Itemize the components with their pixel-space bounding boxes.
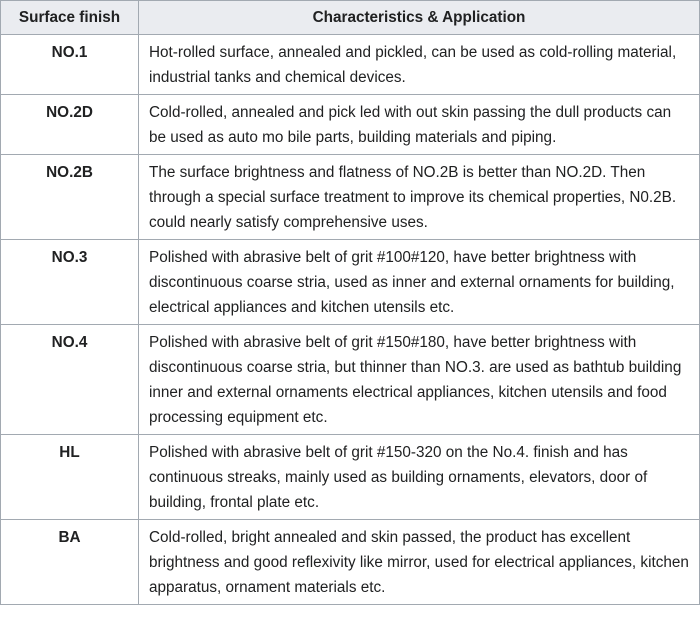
header-characteristics-application: Characteristics & Application xyxy=(139,1,700,35)
finish-description-cell: Polished with abrasive belt of grit #150-320 on the No.4. finish and has continuous streaks, mainly used as building ornaments, elevators, door of building, frontal plate etc. xyxy=(139,435,700,520)
header-row xyxy=(1,1,700,35)
finish-name-cell: HL xyxy=(1,435,139,520)
table-row xyxy=(1,325,700,435)
finish-name-cell: NO.2D xyxy=(1,95,139,155)
table-row xyxy=(1,435,700,520)
finish-description-cell: Hot-rolled surface, annealed and pickled, can be used as cold-rolling material, industrial tanks and chemical devices. xyxy=(139,35,700,95)
header-surface-finish: Surface finish xyxy=(1,1,139,35)
finish-description-cell: The surface brightness and flatness of NO.2B is better than NO.2D. Then through a special surface treatment to improve its chemical properties, N0.2B. could nearly satisfy comprehensive uses. xyxy=(139,155,700,240)
table-row xyxy=(1,95,700,155)
finish-description-cell: Polished with abrasive belt of grit #150#180, have better brightness with discontinuous coarse stria, but thinner than NO.3. are used as bathtub building inner and external ornaments electrical appliances, kitchen utensils and food processing equipment etc. xyxy=(139,325,700,435)
finish-description-cell: Polished with abrasive belt of grit #100#120, have better brightness with discontinuous coarse stria, used as inner and external ornaments for building, electrical appliances and kitchen utensils etc. xyxy=(139,240,700,325)
table-row xyxy=(1,35,700,95)
finish-name-cell: NO.3 xyxy=(1,240,139,325)
finish-description-cell: Cold-rolled, annealed and pick led with out skin passing the dull products can be used as auto mo bile parts, building materials and piping. xyxy=(139,95,700,155)
finish-name-cell: NO.1 xyxy=(1,35,139,95)
finish-description-cell: Cold-rolled, bright annealed and skin passed, the product has excellent brightness and good reflexivity like mirror, used for electrical appliances, kitchen apparatus, ornament materials etc. xyxy=(139,520,700,605)
finish-name-cell: BA xyxy=(1,520,139,605)
finish-name-cell: NO.2B xyxy=(1,155,139,240)
finish-name-cell: NO.4 xyxy=(1,325,139,435)
table-row xyxy=(1,155,700,240)
table-row xyxy=(1,520,700,605)
table-row xyxy=(1,240,700,325)
